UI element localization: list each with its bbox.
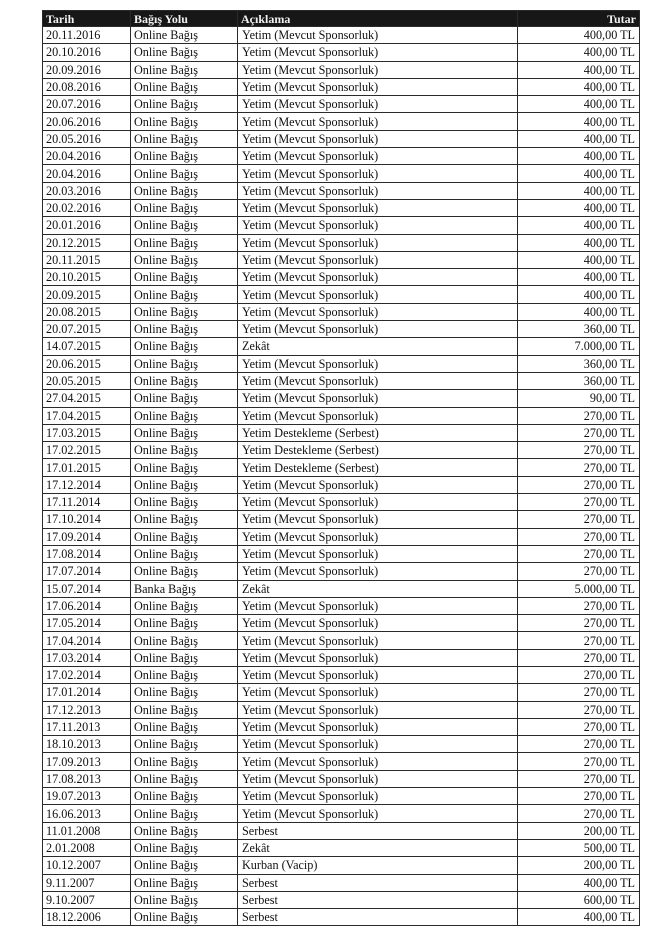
cell-amount: 360,00 TL: [518, 355, 640, 372]
cell-description: Yetim (Mevcut Sponsorluk): [238, 476, 518, 493]
cell-description: Yetim Destekleme (Serbest): [238, 442, 518, 459]
cell-amount: 400,00 TL: [518, 148, 640, 165]
cell-via: Online Bağış: [131, 476, 238, 493]
cell-via: Online Bağış: [131, 182, 238, 199]
cell-via: Online Bağış: [131, 234, 238, 251]
cell-description: Yetim (Mevcut Sponsorluk): [238, 701, 518, 718]
cell-date: 17.10.2014: [43, 511, 131, 528]
cell-description: Yetim (Mevcut Sponsorluk): [238, 632, 518, 649]
table-row: [43, 718, 640, 735]
cell-via: Online Bağış: [131, 407, 238, 424]
cell-amount: 400,00 TL: [518, 182, 640, 199]
cell-amount: 400,00 TL: [518, 113, 640, 130]
cell-description: Yetim (Mevcut Sponsorluk): [238, 407, 518, 424]
table-row: [43, 338, 640, 355]
cell-amount: 7.000,00 TL: [518, 338, 640, 355]
cell-date: 20.11.2016: [43, 27, 131, 44]
cell-via: Online Bağış: [131, 822, 238, 839]
cell-via: Online Bağış: [131, 511, 238, 528]
cell-date: 20.03.2016: [43, 182, 131, 199]
cell-via: Online Bağış: [131, 909, 238, 926]
cell-description: Yetim (Mevcut Sponsorluk): [238, 494, 518, 511]
table-row: [43, 545, 640, 562]
table-row: [43, 113, 640, 130]
cell-amount: 400,00 TL: [518, 27, 640, 44]
cell-date: 17.01.2015: [43, 459, 131, 476]
cell-date: 17.05.2014: [43, 615, 131, 632]
cell-description: Yetim Destekleme (Serbest): [238, 424, 518, 441]
cell-via: Online Bağış: [131, 753, 238, 770]
cell-date: 27.04.2015: [43, 390, 131, 407]
cell-via: Online Bağış: [131, 839, 238, 856]
table-row: [43, 61, 640, 78]
table-body: [43, 27, 640, 926]
cell-amount: 270,00 TL: [518, 736, 640, 753]
cell-via: Online Bağış: [131, 286, 238, 303]
table-row: [43, 805, 640, 822]
table-header: [43, 11, 640, 27]
cell-date: 17.12.2013: [43, 701, 131, 718]
cell-description: Yetim (Mevcut Sponsorluk): [238, 269, 518, 286]
cell-description: Kurban (Vacip): [238, 857, 518, 874]
cell-via: Online Bağış: [131, 130, 238, 147]
cell-description: Yetim (Mevcut Sponsorluk): [238, 78, 518, 95]
cell-amount: 270,00 TL: [518, 770, 640, 787]
table-row: [43, 372, 640, 389]
cell-description: Yetim (Mevcut Sponsorluk): [238, 666, 518, 683]
cell-amount: 270,00 TL: [518, 666, 640, 683]
cell-via: Online Bağış: [131, 684, 238, 701]
cell-date: 9.11.2007: [43, 874, 131, 891]
cell-description: Yetim (Mevcut Sponsorluk): [238, 563, 518, 580]
cell-via: Online Bağış: [131, 597, 238, 614]
table-row: [43, 494, 640, 511]
cell-description: Yetim (Mevcut Sponsorluk): [238, 545, 518, 562]
table-row: [43, 822, 640, 839]
cell-description: Yetim (Mevcut Sponsorluk): [238, 321, 518, 338]
table-row: [43, 442, 640, 459]
table-row: [43, 891, 640, 908]
table-row: [43, 199, 640, 216]
cell-description: Yetim (Mevcut Sponsorluk): [238, 511, 518, 528]
cell-amount: 400,00 TL: [518, 286, 640, 303]
cell-date: 16.06.2013: [43, 805, 131, 822]
table-row: [43, 874, 640, 891]
cell-via: Online Bağış: [131, 649, 238, 666]
cell-via: Online Bağış: [131, 424, 238, 441]
table-row: [43, 424, 640, 441]
table-row: [43, 597, 640, 614]
cell-via: Online Bağış: [131, 199, 238, 216]
cell-date: 14.07.2015: [43, 338, 131, 355]
cell-description: Yetim (Mevcut Sponsorluk): [238, 251, 518, 268]
cell-date: 17.12.2014: [43, 476, 131, 493]
table-row: [43, 701, 640, 718]
cell-date: 17.02.2014: [43, 666, 131, 683]
column-header-date: Tarih: [43, 11, 131, 27]
table-row: [43, 251, 640, 268]
cell-amount: 270,00 TL: [518, 424, 640, 441]
cell-via: Online Bağış: [131, 44, 238, 61]
cell-amount: 270,00 TL: [518, 615, 640, 632]
cell-via: Banka Bağış: [131, 580, 238, 597]
cell-date: 20.04.2016: [43, 148, 131, 165]
cell-date: 11.01.2008: [43, 822, 131, 839]
cell-date: 17.09.2014: [43, 528, 131, 545]
cell-via: Online Bağış: [131, 494, 238, 511]
cell-amount: 5.000,00 TL: [518, 580, 640, 597]
cell-via: Online Bağış: [131, 355, 238, 372]
cell-amount: 360,00 TL: [518, 321, 640, 338]
cell-date: 20.02.2016: [43, 199, 131, 216]
cell-description: Yetim (Mevcut Sponsorluk): [238, 165, 518, 182]
cell-description: Yetim (Mevcut Sponsorluk): [238, 390, 518, 407]
cell-amount: 270,00 TL: [518, 788, 640, 805]
cell-description: Yetim (Mevcut Sponsorluk): [238, 234, 518, 251]
cell-via: Online Bağış: [131, 545, 238, 562]
cell-date: 20.10.2016: [43, 44, 131, 61]
cell-date: 20.01.2016: [43, 217, 131, 234]
cell-date: 17.01.2014: [43, 684, 131, 701]
column-header-description: Açıklama: [238, 11, 518, 27]
cell-description: Yetim (Mevcut Sponsorluk): [238, 718, 518, 735]
table-row: [43, 130, 640, 147]
table-row: [43, 459, 640, 476]
cell-via: Online Bağış: [131, 632, 238, 649]
cell-amount: 270,00 TL: [518, 563, 640, 580]
cell-date: 10.12.2007: [43, 857, 131, 874]
table-row: [43, 165, 640, 182]
cell-description: Yetim (Mevcut Sponsorluk): [238, 217, 518, 234]
cell-date: 9.10.2007: [43, 891, 131, 908]
cell-description: Zekât: [238, 839, 518, 856]
table-row: [43, 234, 640, 251]
cell-amount: 400,00 TL: [518, 96, 640, 113]
cell-amount: 400,00 TL: [518, 269, 640, 286]
cell-description: Yetim (Mevcut Sponsorluk): [238, 199, 518, 216]
cell-description: Yetim (Mevcut Sponsorluk): [238, 615, 518, 632]
table-row: [43, 666, 640, 683]
table-row: [43, 476, 640, 493]
cell-amount: 270,00 TL: [518, 805, 640, 822]
cell-description: Yetim Destekleme (Serbest): [238, 459, 518, 476]
cell-description: Yetim (Mevcut Sponsorluk): [238, 113, 518, 130]
cell-via: Online Bağış: [131, 251, 238, 268]
cell-date: 20.06.2016: [43, 113, 131, 130]
cell-date: 20.05.2015: [43, 372, 131, 389]
table-row: [43, 390, 640, 407]
table-row: [43, 684, 640, 701]
cell-amount: 200,00 TL: [518, 822, 640, 839]
table-row: [43, 839, 640, 856]
table-row: [43, 857, 640, 874]
cell-via: Online Bağış: [131, 390, 238, 407]
cell-date: 17.02.2015: [43, 442, 131, 459]
cell-via: Online Bağış: [131, 563, 238, 580]
cell-amount: 270,00 TL: [518, 684, 640, 701]
header-row: [43, 11, 640, 27]
cell-description: Yetim (Mevcut Sponsorluk): [238, 130, 518, 147]
cell-amount: 500,00 TL: [518, 839, 640, 856]
cell-via: Online Bağış: [131, 701, 238, 718]
cell-date: 20.05.2016: [43, 130, 131, 147]
donations-table: [42, 10, 640, 926]
cell-date: 17.11.2013: [43, 718, 131, 735]
cell-description: Yetim (Mevcut Sponsorluk): [238, 286, 518, 303]
table-row: [43, 563, 640, 580]
table-row: [43, 753, 640, 770]
cell-via: Online Bağış: [131, 459, 238, 476]
table-row: [43, 269, 640, 286]
cell-via: Online Bağış: [131, 805, 238, 822]
cell-description: Yetim (Mevcut Sponsorluk): [238, 303, 518, 320]
cell-description: Yetim (Mevcut Sponsorluk): [238, 148, 518, 165]
cell-date: 17.07.2014: [43, 563, 131, 580]
cell-amount: 200,00 TL: [518, 857, 640, 874]
cell-amount: 400,00 TL: [518, 44, 640, 61]
cell-amount: 400,00 TL: [518, 130, 640, 147]
cell-via: Online Bağış: [131, 217, 238, 234]
cell-amount: 400,00 TL: [518, 199, 640, 216]
cell-date: 20.08.2016: [43, 78, 131, 95]
cell-date: 17.11.2014: [43, 494, 131, 511]
cell-amount: 270,00 TL: [518, 632, 640, 649]
cell-amount: 400,00 TL: [518, 874, 640, 891]
cell-via: Online Bağış: [131, 770, 238, 787]
cell-amount: 400,00 TL: [518, 61, 640, 78]
cell-date: 20.11.2015: [43, 251, 131, 268]
cell-date: 17.08.2013: [43, 770, 131, 787]
column-header-via: Bağış Yolu: [131, 11, 238, 27]
cell-amount: 270,00 TL: [518, 718, 640, 735]
table-row: [43, 407, 640, 424]
table-row: [43, 736, 640, 753]
cell-amount: 360,00 TL: [518, 372, 640, 389]
cell-via: Online Bağış: [131, 165, 238, 182]
table-row: [43, 96, 640, 113]
cell-description: Yetim (Mevcut Sponsorluk): [238, 736, 518, 753]
table-row: [43, 770, 640, 787]
cell-description: Zekât: [238, 338, 518, 355]
cell-description: Serbest: [238, 909, 518, 926]
table-row: [43, 148, 640, 165]
column-header-amount: Tutar: [518, 11, 640, 27]
cell-amount: 400,00 TL: [518, 909, 640, 926]
cell-date: 20.07.2015: [43, 321, 131, 338]
cell-amount: 270,00 TL: [518, 545, 640, 562]
cell-date: 17.08.2014: [43, 545, 131, 562]
cell-description: Serbest: [238, 822, 518, 839]
cell-via: Online Bağış: [131, 442, 238, 459]
cell-date: 20.09.2015: [43, 286, 131, 303]
cell-description: Yetim (Mevcut Sponsorluk): [238, 597, 518, 614]
cell-amount: 270,00 TL: [518, 459, 640, 476]
cell-via: Online Bağış: [131, 528, 238, 545]
cell-description: Serbest: [238, 891, 518, 908]
cell-via: Online Bağış: [131, 615, 238, 632]
cell-via: Online Bağış: [131, 27, 238, 44]
cell-via: Online Bağış: [131, 718, 238, 735]
cell-amount: 270,00 TL: [518, 442, 640, 459]
cell-via: Online Bağış: [131, 372, 238, 389]
table-row: [43, 615, 640, 632]
cell-description: Yetim (Mevcut Sponsorluk): [238, 753, 518, 770]
table-row: [43, 44, 640, 61]
cell-description: Zekât: [238, 580, 518, 597]
cell-description: Yetim (Mevcut Sponsorluk): [238, 96, 518, 113]
table-row: [43, 321, 640, 338]
table-row: [43, 649, 640, 666]
cell-description: Yetim (Mevcut Sponsorluk): [238, 770, 518, 787]
cell-date: 17.06.2014: [43, 597, 131, 614]
cell-amount: 400,00 TL: [518, 217, 640, 234]
cell-via: Online Bağış: [131, 303, 238, 320]
cell-description: Yetim (Mevcut Sponsorluk): [238, 649, 518, 666]
cell-amount: 270,00 TL: [518, 597, 640, 614]
cell-date: 17.09.2013: [43, 753, 131, 770]
cell-date: 20.10.2015: [43, 269, 131, 286]
cell-date: 2.01.2008: [43, 839, 131, 856]
table-row: [43, 217, 640, 234]
cell-date: 17.03.2015: [43, 424, 131, 441]
table-row: [43, 632, 640, 649]
table-row: [43, 580, 640, 597]
cell-date: 19.07.2013: [43, 788, 131, 805]
cell-amount: 400,00 TL: [518, 165, 640, 182]
table-row: [43, 788, 640, 805]
cell-description: Yetim (Mevcut Sponsorluk): [238, 372, 518, 389]
cell-via: Online Bağış: [131, 874, 238, 891]
cell-date: 20.06.2015: [43, 355, 131, 372]
cell-via: Online Bağış: [131, 736, 238, 753]
cell-via: Online Bağış: [131, 338, 238, 355]
cell-amount: 270,00 TL: [518, 476, 640, 493]
table-row: [43, 355, 640, 372]
cell-amount: 270,00 TL: [518, 494, 640, 511]
cell-amount: 270,00 TL: [518, 649, 640, 666]
cell-description: Yetim (Mevcut Sponsorluk): [238, 788, 518, 805]
cell-via: Online Bağış: [131, 891, 238, 908]
cell-via: Online Bağış: [131, 113, 238, 130]
cell-date: 20.12.2015: [43, 234, 131, 251]
cell-via: Online Bağış: [131, 269, 238, 286]
table-row: [43, 909, 640, 926]
cell-amount: 400,00 TL: [518, 303, 640, 320]
cell-description: Yetim (Mevcut Sponsorluk): [238, 528, 518, 545]
cell-description: Yetim (Mevcut Sponsorluk): [238, 805, 518, 822]
cell-amount: 270,00 TL: [518, 701, 640, 718]
cell-date: 20.08.2015: [43, 303, 131, 320]
cell-description: Yetim (Mevcut Sponsorluk): [238, 27, 518, 44]
cell-amount: 400,00 TL: [518, 234, 640, 251]
cell-date: 17.03.2014: [43, 649, 131, 666]
cell-amount: 270,00 TL: [518, 753, 640, 770]
cell-via: Online Bağış: [131, 788, 238, 805]
cell-date: 17.04.2015: [43, 407, 131, 424]
cell-via: Online Bağış: [131, 61, 238, 78]
table-row: [43, 303, 640, 320]
cell-description: Yetim (Mevcut Sponsorluk): [238, 44, 518, 61]
table-row: [43, 78, 640, 95]
cell-description: Yetim (Mevcut Sponsorluk): [238, 684, 518, 701]
cell-description: Yetim (Mevcut Sponsorluk): [238, 61, 518, 78]
table-row: [43, 182, 640, 199]
table-row: [43, 27, 640, 44]
cell-description: Yetim (Mevcut Sponsorluk): [238, 182, 518, 199]
cell-via: Online Bağış: [131, 666, 238, 683]
cell-date: 20.09.2016: [43, 61, 131, 78]
cell-description: Yetim (Mevcut Sponsorluk): [238, 355, 518, 372]
cell-via: Online Bağış: [131, 857, 238, 874]
cell-via: Online Bağış: [131, 321, 238, 338]
cell-via: Online Bağış: [131, 78, 238, 95]
cell-via: Online Bağış: [131, 96, 238, 113]
cell-date: 20.04.2016: [43, 165, 131, 182]
table-row: [43, 511, 640, 528]
cell-amount: 270,00 TL: [518, 407, 640, 424]
cell-date: 17.04.2014: [43, 632, 131, 649]
cell-date: 18.12.2006: [43, 909, 131, 926]
cell-amount: 90,00 TL: [518, 390, 640, 407]
cell-via: Online Bağış: [131, 148, 238, 165]
cell-description: Serbest: [238, 874, 518, 891]
donation-statement: [42, 10, 639, 926]
table-row: [43, 528, 640, 545]
table-row: [43, 286, 640, 303]
cell-amount: 400,00 TL: [518, 251, 640, 268]
cell-date: 15.07.2014: [43, 580, 131, 597]
cell-amount: 600,00 TL: [518, 891, 640, 908]
cell-date: 20.07.2016: [43, 96, 131, 113]
cell-amount: 270,00 TL: [518, 528, 640, 545]
cell-date: 18.10.2013: [43, 736, 131, 753]
cell-amount: 400,00 TL: [518, 78, 640, 95]
cell-amount: 270,00 TL: [518, 511, 640, 528]
